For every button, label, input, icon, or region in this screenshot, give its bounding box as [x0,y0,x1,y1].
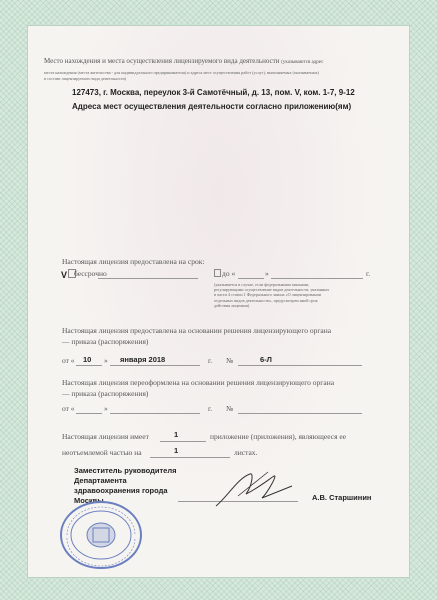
term-note: (указывается в случае, если федеральными законами, регулирующими осуществление видов деятельности, указанных в части 4 статьи 1 Федерального закона «О лицензировании отдельных видов деятельности», предусмотрен иной срок действия лицензии) [214,282,330,308]
term-close-quote: » [265,269,269,278]
annex-label-4: листах. [234,448,258,457]
reissue-number-line [238,413,362,414]
signatory-position-3: здравоохранения города [74,486,168,495]
annex-count: 1 [174,430,179,439]
signatory-position-4: Москвы [74,496,104,505]
round-stamp [55,500,147,570]
basis-month-line [110,365,200,366]
signatory-position-2: Департамента [74,476,127,485]
annex-sheets-line [150,457,230,458]
reissue-label-2: — приказа (распоряжения) [62,389,149,398]
address-subline-2: в составе лицензируемого вида деятельности) [44,76,127,81]
address-subline-1: места нахождения (места жительства - для индивидуального предпринимателя) и адреса мест осуществления работ (услуг), выполняемых (оказываемых) [44,70,320,75]
term-check-mark: V [61,270,68,280]
annex-sheets: 1 [174,446,179,455]
reissue-month-line [110,413,200,414]
annex-label-3: неотъемлемой частью на [62,448,142,457]
term-indefinite-line [98,278,198,279]
reissue-year-suffix: г. [208,404,213,413]
address-heading-text: Место нахождения и места осуществления лицензируемого вида деятельности [44,57,280,65]
license-page [27,25,410,578]
term-day-line [238,278,264,279]
reissue-from-label: от « [62,404,75,413]
basis-year-suffix: г. [208,356,213,365]
basis-number-line [238,365,362,366]
basis-day: 10 [83,355,92,364]
term-until-label: до « [222,269,236,278]
address-appendix: Адреса мест осуществления деятельности согласно приложению(ям) [72,102,352,111]
term-month-line [271,278,363,279]
signatory-position-1: Заместитель руководителя [74,466,177,475]
basis-label: Настоящая лицензия предоставлена на основании решения лицензирующего органа [62,326,332,335]
handwritten-signature [208,466,298,511]
basis-month: января 2018 [120,355,166,364]
annex-label-1: Настоящая лицензия имеет [62,432,149,441]
term-indefinite-text: бессрочно [74,269,107,278]
basis-quote-close: » [104,356,108,365]
term-label: Настоящая лицензия предоставлена на срок: [62,257,205,266]
basis-number: 6-Л [260,355,272,364]
address-value: 127473, г. Москва, переулок 3-й Самотёчный, д. 13, пом. V, ком. 1-7, 9-12 [72,88,355,97]
basis-label-2: — приказа (распоряжения) [62,337,149,346]
basis-day-line [76,365,102,366]
term-until-checkbox [214,269,221,277]
annex-count-line [160,441,206,442]
basis-number-label: № [226,356,234,365]
reissue-day-line [76,413,102,414]
reissue-label: Настоящая лицензия переоформлена на основании решения лицензирующего органа [62,378,335,387]
reissue-quote-close: » [104,404,108,413]
reissue-number-label: № [226,404,234,413]
term-year-suffix: г. [366,269,371,278]
basis-from-label: от « [62,356,75,365]
address-heading [44,57,394,67]
address-heading-note: (указываются адрес [281,60,324,65]
signatory-name: А.В. Старшинин [312,493,372,502]
annex-label-2: приложение (приложения), являющееся ее [210,432,347,441]
